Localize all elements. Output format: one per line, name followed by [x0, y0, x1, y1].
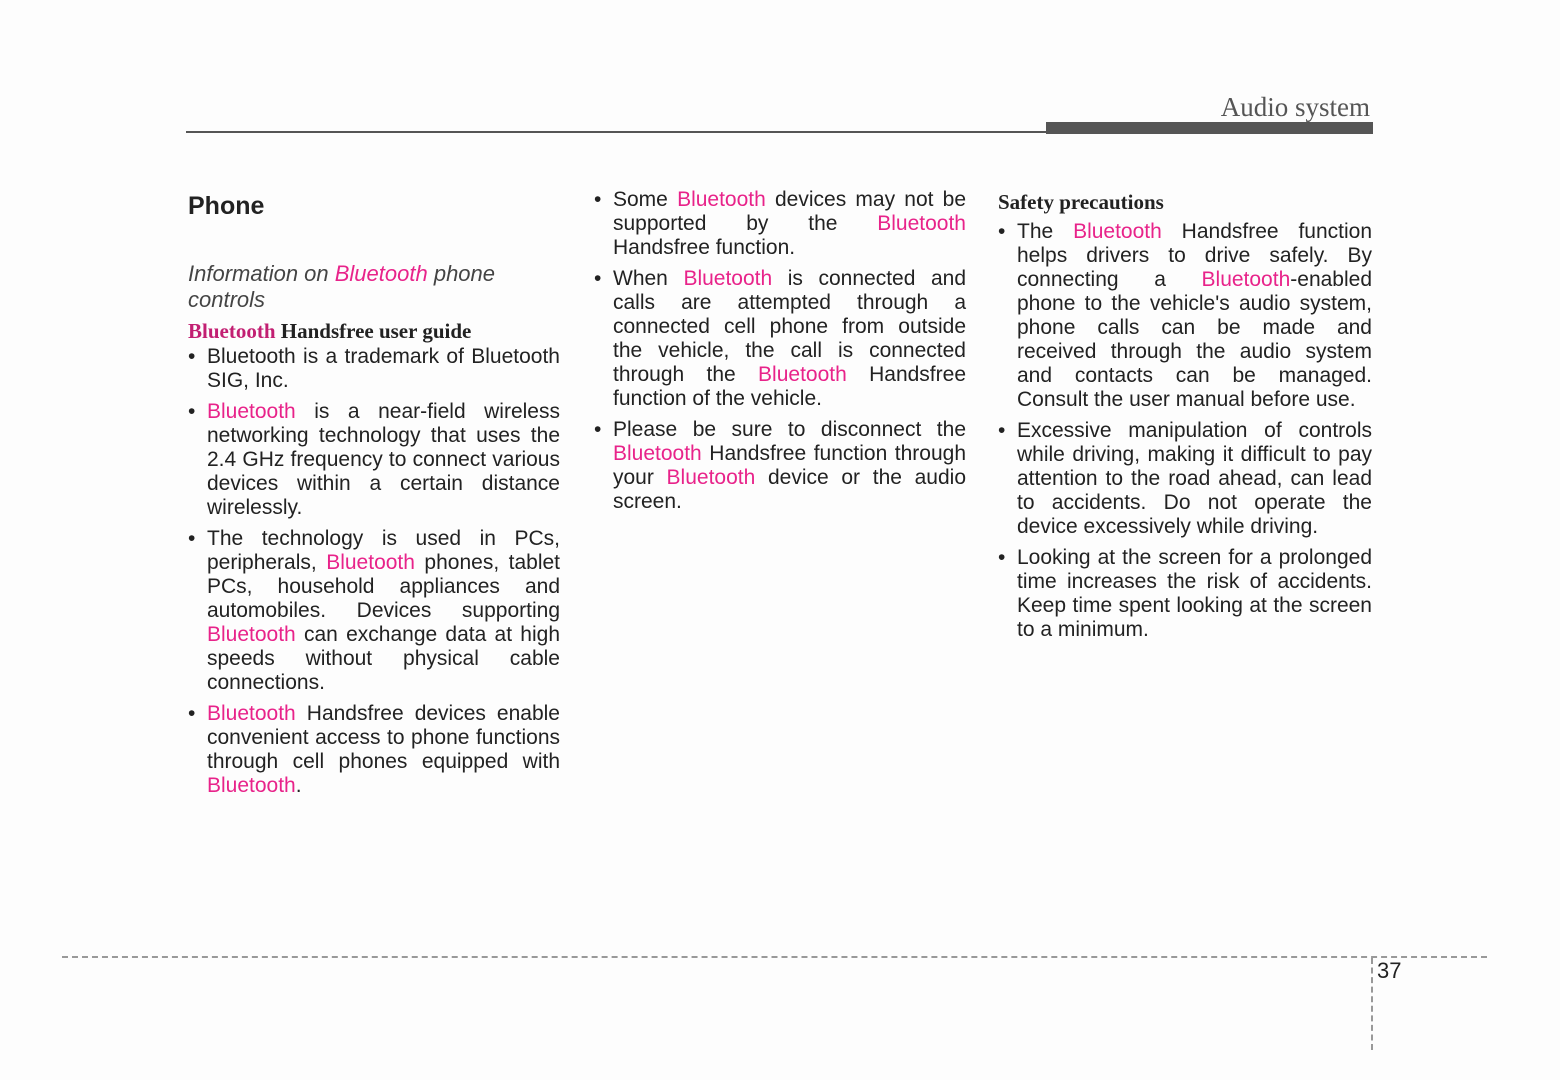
list-item	[594, 188, 966, 260]
list-item	[188, 345, 560, 393]
bullet-text: Some	[613, 188, 678, 211]
bluetooth-term: Bluetooth	[1073, 220, 1162, 243]
bluetooth-term: Bluetooth	[613, 442, 702, 465]
bullet-list	[594, 188, 966, 514]
section-header-title: Audio system	[1220, 92, 1370, 122]
list-item	[188, 400, 560, 520]
list-item	[998, 220, 1372, 412]
list-item	[594, 267, 966, 411]
header-tab-bar	[1046, 122, 1373, 134]
bluetooth-term: Bluetooth	[188, 319, 276, 343]
bullet-text: .	[295, 774, 302, 797]
column-left	[188, 188, 560, 805]
bullet-text: is a near-field wireless networking technology that uses the 2.4 GHz frequency to connect various devices within a certain distance wirelessly.	[207, 400, 560, 519]
bluetooth-term: Bluetooth	[1201, 268, 1291, 291]
bullet-text: Excessive manipulation of controls while driving, making it difficult to pay attention to the road ahead, can lead to accidents. Do not operate the device excessively while driving.	[1017, 419, 1372, 538]
bullet-text: -enabled phone to the vehicle's audio system, phone calls can be made and received through the audio system and contacts can be managed. Consult the user manual before use.	[1017, 268, 1372, 411]
column-middle	[594, 188, 966, 521]
bullet-text: Handsfree function.	[613, 236, 796, 259]
list-item	[998, 419, 1372, 539]
footer-rule	[62, 956, 1487, 958]
bullet-text: is connected and calls are attempted through a connected cell phone from outside the vehicle, the call is connected through the	[613, 267, 966, 386]
bluetooth-term: Bluetooth	[758, 363, 847, 386]
bullet-text: Bluetooth is a trademark of Bluetooth SIG, Inc.	[207, 345, 560, 392]
page-number: 37	[1377, 958, 1402, 983]
bullet-text: Handsfree function through your	[613, 442, 966, 489]
guide-heading	[188, 319, 560, 343]
section-subtitle	[188, 261, 560, 313]
bullet-text: The	[1017, 220, 1074, 243]
bluetooth-term: Bluetooth	[207, 623, 296, 646]
bullet-text: Handsfree function of the vehicle.	[613, 363, 966, 410]
safety-heading: Safety precautions	[998, 190, 1164, 214]
bullet-text: device or the audio screen.	[613, 466, 966, 513]
bullet-list	[188, 345, 560, 798]
bullet-text: Please be sure to disconnect the	[613, 418, 966, 441]
page-title: Phone	[188, 192, 265, 220]
bluetooth-term: Bluetooth	[326, 551, 415, 574]
bluetooth-term: Bluetooth	[877, 212, 966, 235]
list-item	[188, 702, 560, 798]
bullet-text: phones, tablet PCs, household appliances and automobiles. Devices supporting	[207, 551, 560, 622]
bullet-list	[998, 220, 1372, 642]
subtitle-text: phone controls	[188, 261, 496, 312]
bullet-text: The technology is used in PCs, peripherals,	[207, 527, 560, 574]
bluetooth-term: Bluetooth	[207, 774, 296, 797]
bluetooth-term: Bluetooth	[334, 261, 428, 286]
bullet-text: Handsfree devices enable convenient access to phone functions through cell phones equipped with	[207, 702, 560, 773]
bluetooth-term: Bluetooth	[666, 466, 756, 489]
bullet-text: Handsfree function helps drivers to drive safely. By connecting a	[1017, 220, 1372, 291]
bluetooth-term: Bluetooth	[207, 702, 296, 725]
list-item	[188, 527, 560, 695]
footer-vertical-rule	[1371, 958, 1373, 1050]
list-item	[594, 418, 966, 514]
column-right	[998, 190, 1372, 649]
list-item	[998, 546, 1372, 642]
guide-heading-text: Handsfree user guide	[275, 319, 472, 343]
bluetooth-term: Bluetooth	[683, 267, 773, 290]
bullet-text: can exchange data at high speeds without physical cable connections.	[207, 623, 560, 694]
bullet-text: When	[613, 267, 684, 290]
bullet-text: devices may not be supported by the	[613, 188, 967, 235]
bluetooth-term: Bluetooth	[677, 188, 766, 211]
bluetooth-term: Bluetooth	[207, 400, 296, 423]
bullet-text: Looking at the screen for a prolonged time increases the risk of accidents. Keep time spent looking at the screen to a minimum.	[1017, 546, 1372, 641]
subtitle-text: Information on	[188, 261, 335, 286]
